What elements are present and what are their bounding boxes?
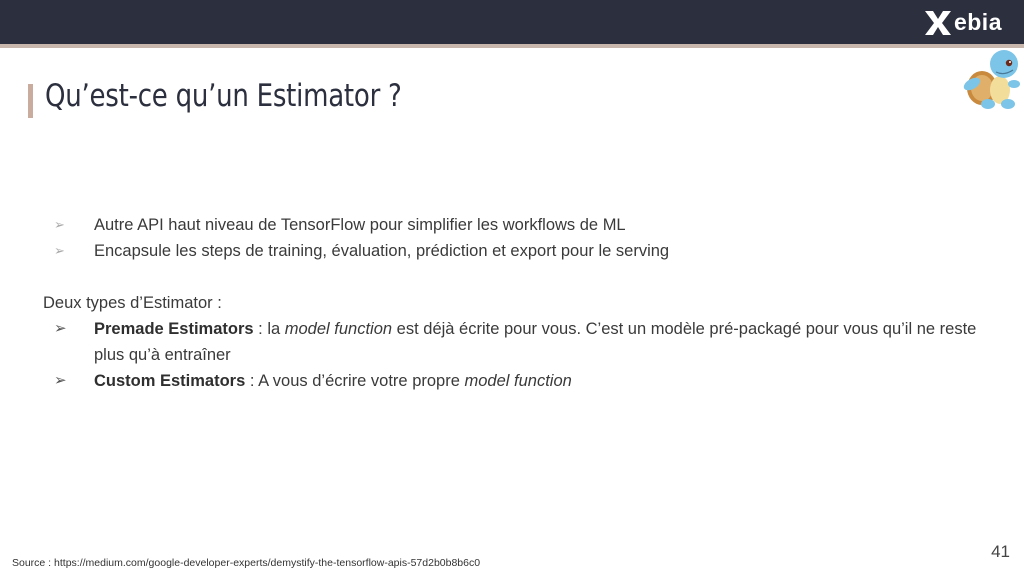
source-footnote: Source : https://medium.com/google-developer-experts/demystify-the-tensorflow-apis-57d2b0b8b6c0 <box>12 557 481 569</box>
bullet-text: Encapsule les steps de training, évaluation, prédiction et export pour le serving <box>94 242 670 260</box>
list-item: ➢ Premade Estimators : la model function est déjà écrite pour vous. C’est un modèle pré-packagé pour vous qu’il ne reste plus qu’à entraîner <box>43 316 983 368</box>
title-accent-bar <box>28 84 33 118</box>
turtle-mascot-icon <box>958 44 1022 110</box>
list-item: ➢ Custom Estimators : A vous d’écrire votre propre model function <box>43 368 983 394</box>
arrow-bullet-icon: ➢ <box>54 320 67 337</box>
xebia-x-icon <box>923 10 953 36</box>
top-bar <box>0 0 1024 44</box>
type-name: Premade Estimators <box>94 320 254 338</box>
arrow-bullet-icon: ➢ <box>54 243 65 258</box>
slide-title: Qu’est-ce qu’un Estimator ? <box>45 78 402 114</box>
logo-text: ebia <box>953 9 1002 35</box>
top-bar-divider <box>0 44 1024 48</box>
arrow-bullet-icon: ➢ <box>54 217 65 232</box>
type-name: Custom Estimators <box>94 372 246 390</box>
types-intro: Deux types d’Estimator : <box>43 294 222 312</box>
list-item <box>43 238 983 264</box>
page-number: 41 <box>991 542 1010 561</box>
bullet-text: Autre API haut niveau de TensorFlow pour simplifier les workflows de ML <box>94 216 626 234</box>
slide-content <box>43 212 983 394</box>
xebia-logo <box>923 9 1002 36</box>
list-item <box>43 212 983 238</box>
arrow-bullet-icon: ➢ <box>54 372 67 389</box>
